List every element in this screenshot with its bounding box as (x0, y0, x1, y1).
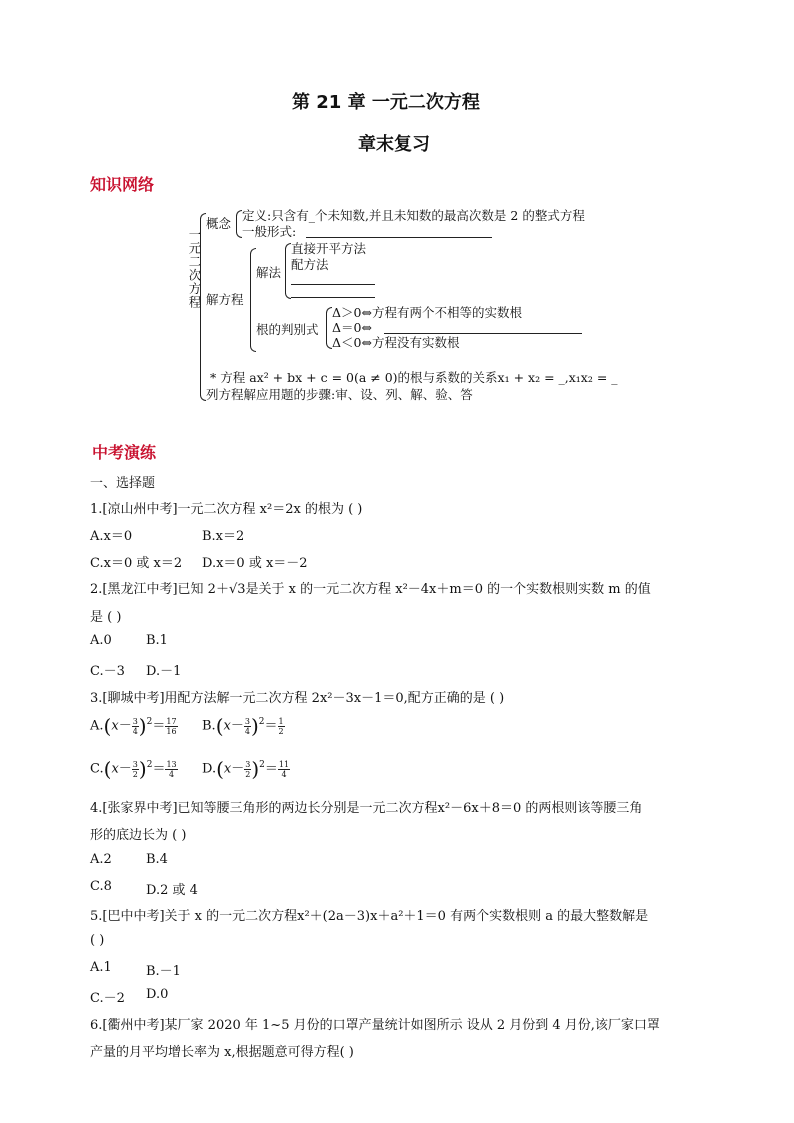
q3-d-num: 3 (245, 759, 251, 769)
tree-vieta: * 方程 ax² + bx + c = 0(a ≠ 0)的根与系数的关系x₁ + x₂ = _,x₁x₂ = _ (210, 370, 618, 385)
q3-b-den: 4 (244, 726, 250, 736)
tree-solve: 解方程 (206, 292, 244, 307)
q5-option-a[interactable]: A.1 (90, 960, 112, 975)
tree-method-1: 直接开平方法 (291, 241, 367, 256)
tree-disc-3: Δ＜0⇔方程没有实数根 (332, 335, 460, 350)
q1-option-c[interactable]: C.x＝0 或 x＝2 (90, 556, 183, 571)
q4-option-b[interactable]: B.4 (146, 852, 168, 867)
q3-d-prefix: D. (202, 761, 217, 777)
tree-disc-2: Δ＝0⇔ (332, 320, 372, 335)
q3-option-b[interactable]: B.(x－ $\frac{3}{4}$ )$^2$＝ $\frac{1}{2}$ (202, 714, 284, 738)
q2-option-b[interactable]: B.1 (146, 633, 168, 648)
q4-option-a[interactable]: A.2 (90, 852, 112, 867)
q3-d-rhs-den: 4 (281, 769, 287, 779)
q3-a-rhs-den: 16 (166, 726, 177, 736)
q3-stem: 3.[聊城中考]用配方法解一元二次方程 2x²－3x－1＝0,配方正确的是 ( ) (90, 691, 505, 706)
tree-concept: 概念 (206, 216, 232, 231)
q3-a-prefix: A. (90, 718, 104, 734)
q5-option-c[interactable]: C.－2 (90, 991, 125, 1006)
q2-option-c[interactable]: C.－3 (90, 664, 125, 679)
tree-application: 列方程解应用题的步骤:审、设、列、解、验、答 (206, 387, 473, 402)
q3-b-rhs-den: 2 (278, 726, 284, 736)
q4-option-d[interactable]: D.2 或 4 (146, 883, 198, 898)
q3-option-a[interactable]: A.(x－ $\frac{3}{4}$ )$^2$＝ $\frac{17}{16}$ (90, 714, 177, 738)
q1-stem: 1.[凉山州中考]一元二次方程 x²＝2x 的根为 ( ) (90, 502, 363, 517)
method-3-blank (291, 284, 375, 285)
tree-methods: 解法 (256, 265, 282, 280)
tree-root: 一元二次方程 (187, 228, 202, 309)
q1-option-a[interactable]: A.x＝0 (90, 529, 133, 544)
q2-option-d[interactable]: D.－1 (146, 664, 182, 679)
tree-definition: 定义:只含有_个未知数,并且未知数的最高次数是 2 的整式方程 (242, 208, 585, 223)
q3-d-den: 2 (245, 769, 251, 779)
page-subtitle: 章末复习 (358, 134, 430, 155)
tree-general-form: 一般形式: (242, 224, 297, 239)
q5-stem-line-2: ( ) (90, 933, 105, 948)
q3-a-rhs-num: 17 (166, 716, 177, 726)
q3-a-num: 3 (132, 716, 138, 726)
q3-c-rhs-den: 4 (169, 769, 175, 779)
q3-c-den: 2 (132, 769, 138, 779)
tree-discriminant: 根的判别式 (256, 322, 319, 337)
section-exam-practice: 中考演练 (92, 443, 157, 462)
q5-option-b[interactable]: B.－1 (146, 964, 181, 979)
q3-a-den: 4 (132, 726, 138, 736)
q4-stem-line-1: 4.[张家界中考]已知等腰三角形的两边长分别是一元二次方程x²－6x＋8＝0 的两根则该等腰三角 (90, 801, 643, 816)
q6-stem-line-2: 产量的月平均增长率为 x,根据题意可得方程( ) (90, 1045, 354, 1060)
q1-option-b[interactable]: B.x＝2 (202, 529, 245, 544)
q2-stem-line-1: 2.[黑龙江中考]已知 2＋√3是关于 x 的一元二次方程 x²－4x＋m＝0 的一个实数根则实数 m 的值 (90, 582, 651, 597)
q3-c-num: 3 (132, 759, 138, 769)
q5-option-d[interactable]: D.0 (146, 987, 169, 1002)
q3-option-d[interactable]: D.(x－ $\frac{3}{2}$ )$^2$＝ $\frac{11}{4}$ (202, 757, 290, 781)
q3-b-prefix: B. (202, 718, 216, 734)
q2-option-a[interactable]: A.0 (90, 633, 112, 648)
q2-stem-line-2: 是 ( ) (90, 610, 122, 625)
tree-disc-1: Δ＞0⇔方程有两个不相等的实数根 (332, 305, 522, 320)
q3-b-rhs-num: 1 (278, 716, 284, 726)
section-knowledge-network: 知识网络 (90, 175, 155, 194)
method-4-blank (291, 297, 375, 298)
q3-c-prefix: C. (90, 761, 104, 777)
q4-stem-line-2: 形的底边长为 ( ) (90, 828, 187, 843)
q3-d-rhs-num: 11 (278, 759, 290, 769)
chapter-title: 第 21 章 一元二次方程 (292, 92, 480, 113)
part-title: 一、选择题 (90, 476, 156, 491)
q1-option-d[interactable]: D.x＝0 或 x＝－2 (202, 556, 308, 571)
q3-option-c[interactable]: C.(x－ $\frac{3}{2}$ )$^2$＝ $\frac{13}{4}$ (90, 757, 177, 781)
q6-stem-line-1: 6.[衢州中考]某厂家 2020 年 1~5 月份的口罩产量统计如图所示 设从 2 月份到 4 月份,该厂家口罩 (90, 1018, 660, 1033)
tree-method-2: 配方法 (291, 257, 329, 272)
q5-stem-line-1: 5.[巴中中考]关于 x 的一元二次方程x²＋(2a－3)x＋a²＋1＝0 有两个实数根则 a 的最大整数解是 (90, 909, 649, 924)
general-form-blank (306, 237, 492, 238)
q3-b-num: 3 (244, 716, 250, 726)
q4-option-c[interactable]: C.8 (90, 879, 112, 894)
q3-c-rhs-num: 13 (166, 759, 177, 769)
